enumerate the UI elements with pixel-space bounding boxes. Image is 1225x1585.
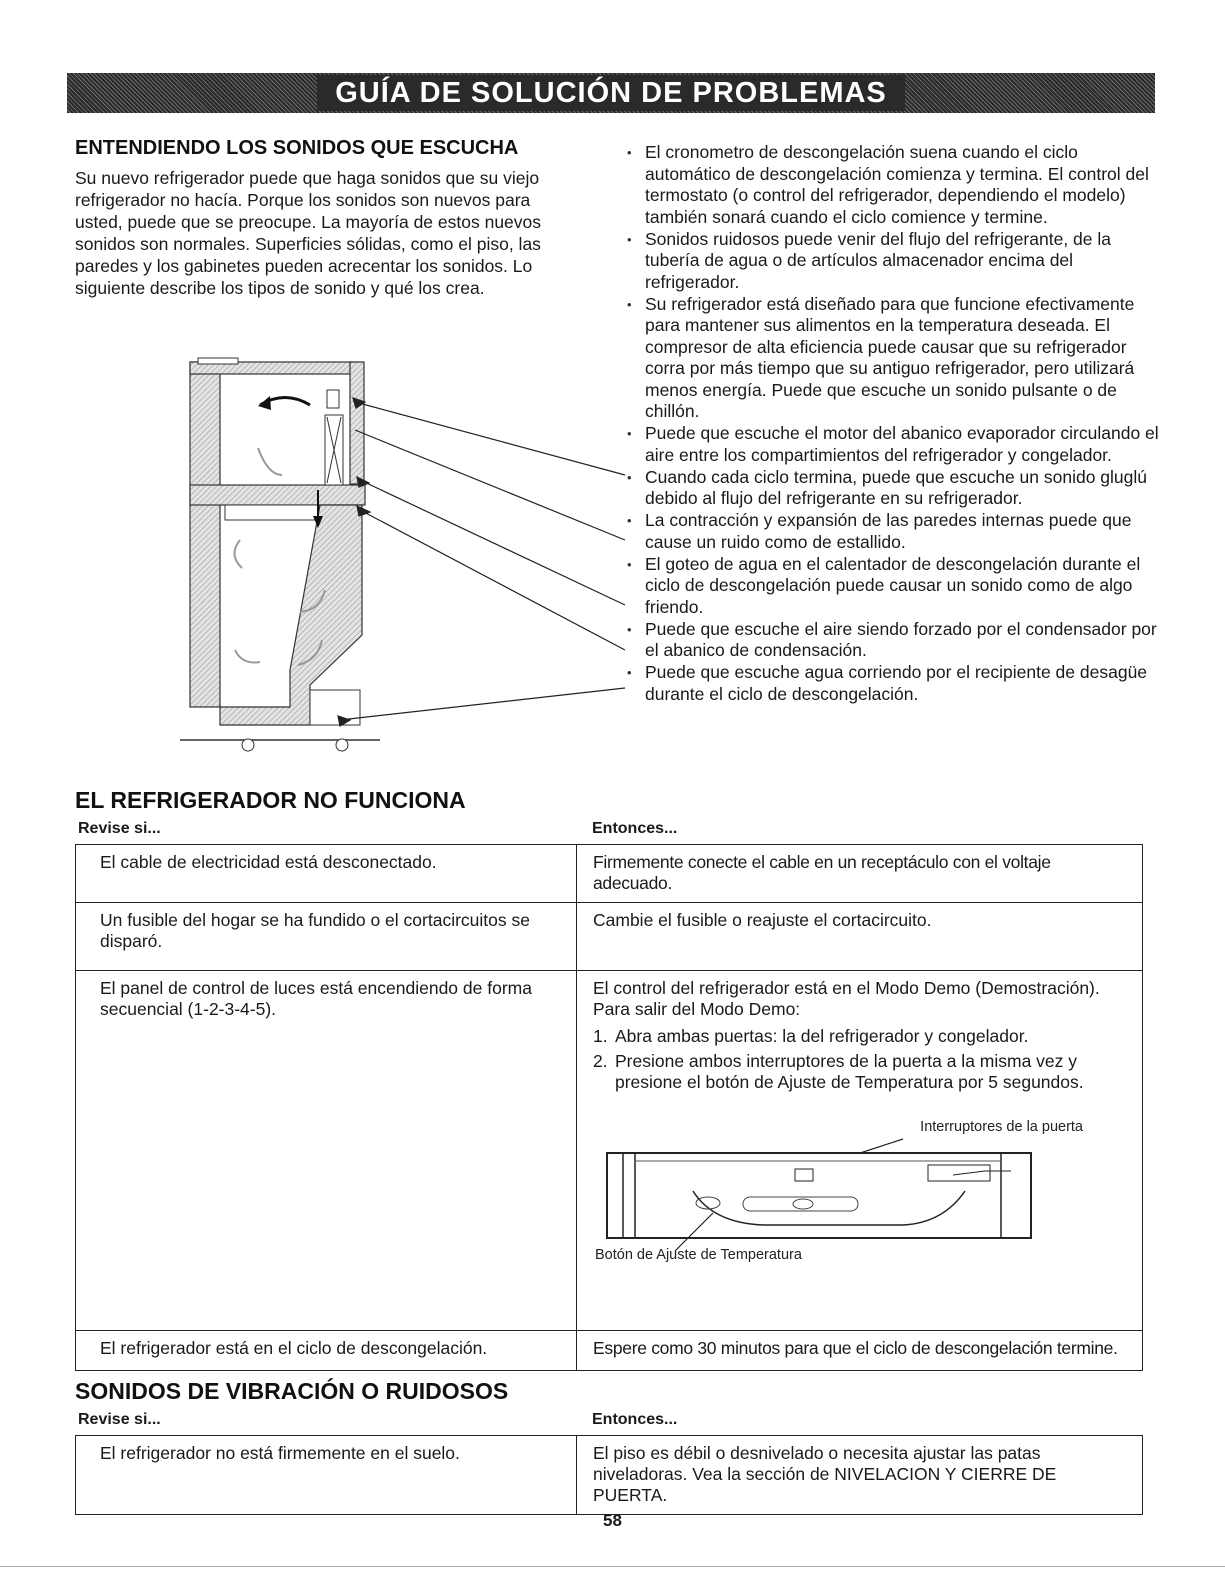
sounds-heading: ENTENDIENDO LOS SONIDOS QUE ESCUCHA	[75, 137, 519, 159]
column-header-check: Revise si...	[78, 1411, 161, 1428]
table-row	[76, 1331, 1143, 1371]
table-row	[76, 1436, 1143, 1515]
sounds-bullet-list	[625, 142, 1165, 706]
sound-bullet: • Puede que escuche el aire siendo forzado por el condensador por el abanico de condensación.	[625, 619, 1165, 662]
evaporator-coil	[325, 390, 343, 485]
sound-bullet: • El cronometro de descongelación suena cuando el ciclo automático de descongelación comienza y termina. El control del termostato (o control del refrigerador, dependiendo el modelo) también sonará cuando el ciclo comience y termine.	[625, 142, 1165, 228]
not-working-table	[75, 844, 1143, 1371]
solution-cell: Cambie el fusible o reajuste el cortacircuito.	[577, 903, 1143, 971]
solution-cell: El piso es débil o desnivelado o necesita ajustar las patas niveladoras. Vea la sección de NIVELACION Y CIERRE DE PUERTA.	[577, 1436, 1143, 1515]
step-number: 2.	[593, 1051, 608, 1071]
temperature-button-label: Botón de Ajuste de Temperatura	[595, 1247, 802, 1263]
not-working-heading: EL REFRIGERADOR NO FUNCIONA	[75, 787, 466, 813]
vibration-table	[75, 1435, 1143, 1515]
sound-bullet: • Puede que escuche el motor del abanico evaporador circulando el aire entre los compartimientos del refrigerador y congelador.	[625, 423, 1165, 466]
step-text: Abra ambas puertas: la del refrigerador y congelador.	[615, 1026, 1029, 1046]
column-header-then: Entonces...	[592, 1411, 678, 1428]
control-panel-diagram	[593, 1113, 1113, 1263]
fridge-cabinet-walls	[180, 358, 380, 751]
solution-cell: Espere como 30 minutos para que el ciclo de descongelación termine.	[577, 1331, 1143, 1371]
door-switches-label: Interruptores de la puerta	[920, 1119, 1083, 1135]
check-cell: El cable de electricidad está desconectado.	[76, 845, 577, 903]
page-title: GUÍA DE SOLUCIÓN DE PROBLEMAS	[317, 75, 905, 111]
vibration-heading: SONIDOS DE VIBRACIÓN O RUIDOSOS	[75, 1378, 509, 1404]
sound-bullet: • Cuando cada ciclo termina, puede que escuche un sonido gluglú debido al flujo del refrigerante en su refrigerador.	[625, 467, 1165, 510]
list-item	[593, 1051, 1124, 1093]
check-cell: El panel de control de luces está encendiendo de forma secuencial (1-2-3-4-5).	[76, 971, 577, 1331]
sound-bullet: • La contracción y expansión de las paredes internas puede que cause un ruido como de estallido.	[625, 510, 1165, 553]
solution-cell	[577, 971, 1143, 1331]
solution-cell: Firmemente conecte el cable en un receptáculo con el voltaje adecuado.	[577, 845, 1143, 903]
step-text: Presione ambos interruptores de la puerta a la misma vez y presione el botón de Ajuste de Temperatura por 5 segundos.	[615, 1051, 1084, 1092]
page-bottom-rule	[0, 1566, 1225, 1575]
check-cell: Un fusible del hogar se ha fundido o el cortacircuitos se disparó.	[76, 903, 577, 971]
sounds-intro: Su nuevo refrigerador puede que haga sonidos que su viejo refrigerador no hacía. Porque los sonidos son nuevos para usted, puede que se preocupe. La mayoría de estos nuevos sonidos son normales. Superficies sólidas, como el piso, las paredes y los gabinetes pueden acrecentar los sonidos. Lo siguiente describe los tipos de sonido y qué los crea.	[75, 168, 542, 298]
column-header-then: Entonces...	[592, 820, 678, 837]
sound-bullet: • Su refrigerador está diseñado para que funcione efectivamente para mantener sus alimentos en la temperatura deseada. El compresor de alta eficiencia puede causar que su refrigerador corra por más tiempo que su antiguo refrigerador, pero utilizará menos energía. Puede que escuche un sonido pulsante o de chillón.	[625, 294, 1165, 423]
sound-bullet: • Sonidos ruidosos puede venir del flujo del refrigerante, de la tubería de agua o de artículos almacenador encima del refrigerador.	[625, 229, 1165, 294]
page-number: 58	[603, 1511, 622, 1530]
table-row	[76, 845, 1143, 903]
sound-bullet: • El goteo de agua en el calentador de descongelación durante el ciclo de descongelación puede causar un sonido como de algo friendo.	[625, 554, 1165, 619]
refrigerator-cutaway-diagram	[170, 340, 650, 760]
sound-bullet: • Puede que escuche agua corriendo por el recipiente de desagüe durante el ciclo de descongelación.	[625, 662, 1165, 705]
demo-exit-steps	[593, 1026, 1124, 1093]
list-item	[593, 1026, 1124, 1047]
page-title-banner	[67, 73, 1155, 113]
callout-lines	[338, 398, 625, 726]
table-row	[76, 903, 1143, 971]
check-cell: El refrigerador no está firmemente en el suelo.	[76, 1436, 577, 1515]
column-header-check: Revise si...	[78, 820, 161, 837]
table-row	[76, 971, 1143, 1331]
demo-mode-text: El control del refrigerador está en el Modo Demo (Demostración). Para salir del Modo Demo:	[593, 978, 1100, 1019]
check-cell: El refrigerador está en el ciclo de descongelación.	[76, 1331, 577, 1371]
step-number: 1.	[593, 1026, 608, 1046]
